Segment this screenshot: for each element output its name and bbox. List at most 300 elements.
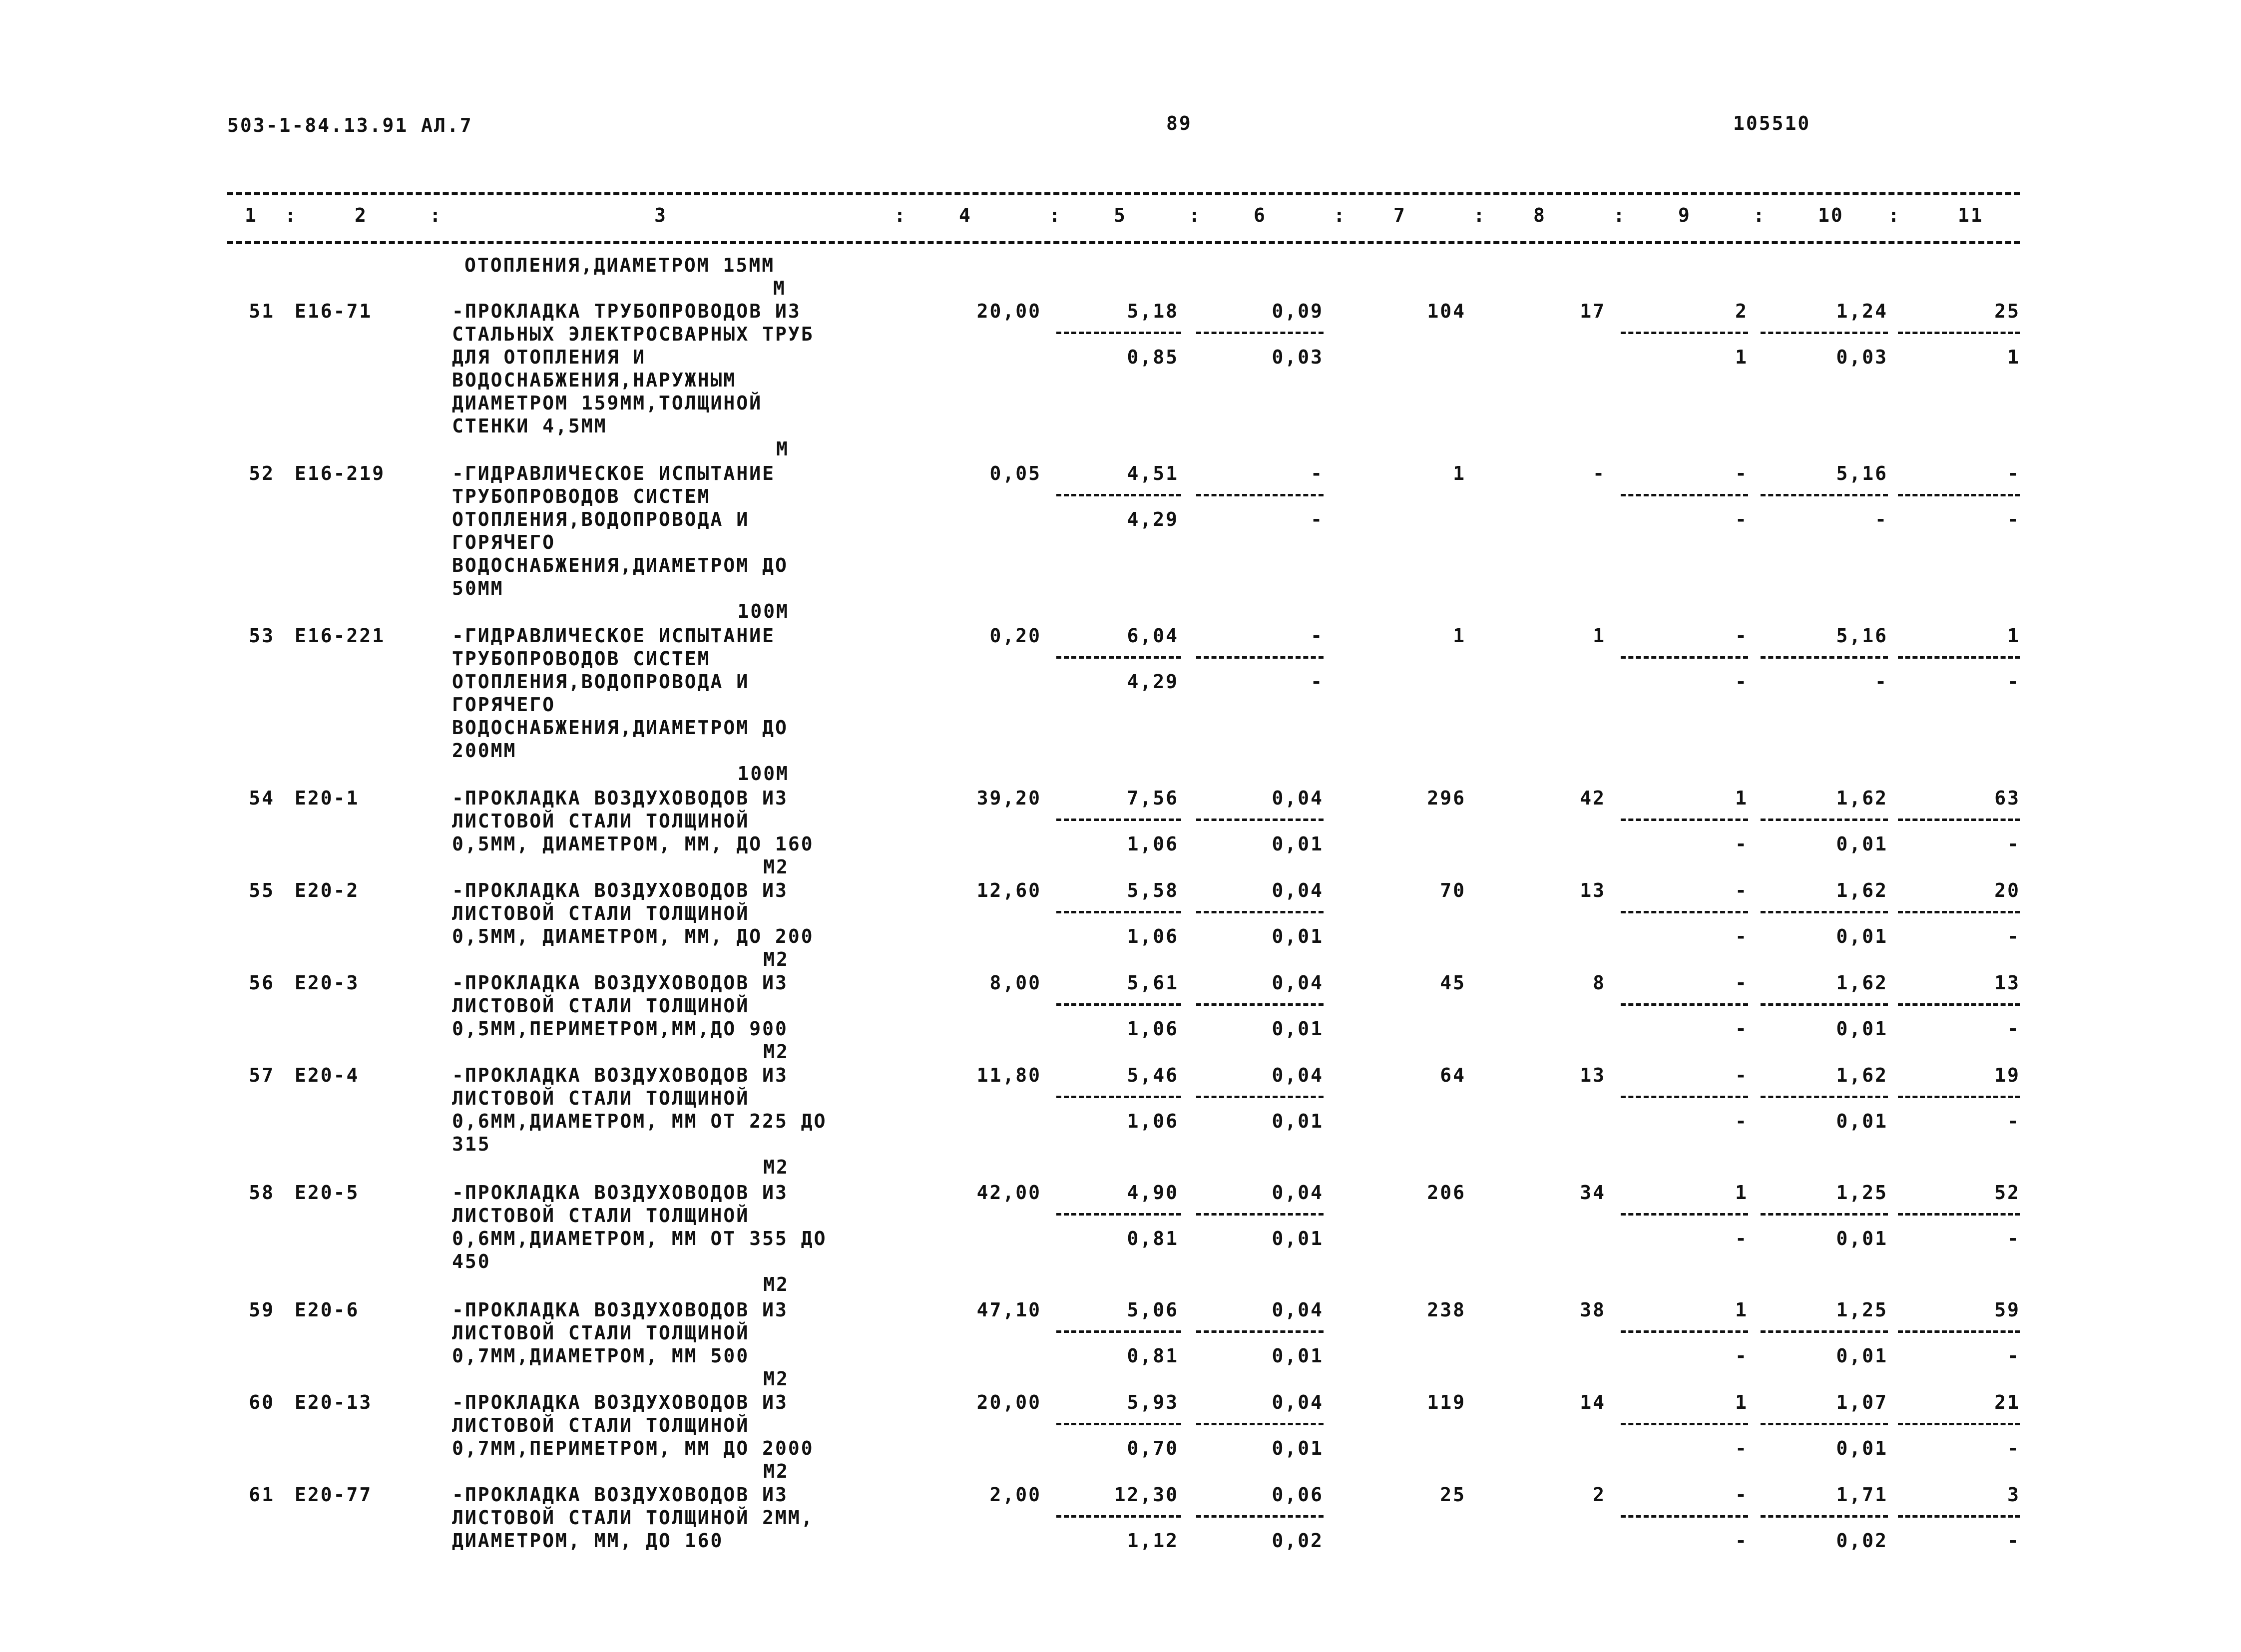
row-code: Е20-5 [295,1182,360,1204]
row-description: ВОДОСНАБЖЕНИЯ,НАРУЖНЫМ [452,369,737,391]
row-description: 0,5ММ, ДИАМЕТРОМ, ММ, ДО 160 [452,833,814,855]
cell-col-6-bottom: - [1311,508,1324,530]
cell-col-5-top: 4,51 [1127,462,1179,484]
cell-col-11-bottom: - [2007,833,2020,855]
column-separator: : [1189,204,1202,226]
row-unit: 100М [737,763,789,785]
cell-col-6-top: 0,04 [1272,972,1324,994]
row-description: ТРУБОПРОВОДОВ СИСТЕМ [452,648,711,670]
cell-col-11-top: 20 [1994,879,2020,901]
document-code: 503-1-84.13.91 АЛ.7 [227,114,473,136]
column-separator: : [1888,204,1901,226]
row-number: 51 [249,300,275,322]
cell-col-11-top: - [2007,462,2020,484]
cell-col-9-bottom: - [1735,1437,1748,1459]
row-description: ДИАМЕТРОМ 159ММ,ТОЛЩИНОЙ [452,392,763,414]
fraction-rule [1056,1213,1181,1216]
fraction-rule [1056,911,1181,913]
fraction-rule [1761,1003,1888,1006]
cell-col-5-bottom: 1,06 [1127,1110,1179,1132]
row-description: -ГИДРАВЛИЧЕСКОЕ ИСПЫТАНИЕ [452,462,775,484]
fraction-rule [1056,1330,1181,1333]
fraction-rule [1621,819,1748,821]
cell-col-9-top: - [1735,1064,1748,1086]
fraction-rule [1196,1096,1324,1098]
fraction-rule [1621,1330,1748,1333]
cell-col-10-bottom: - [1875,671,1888,693]
fraction-rule [1898,1423,2020,1425]
row-description: СТАЛЬНЫХ ЭЛЕКТРОСВАРНЫХ ТРУБ [452,323,814,345]
cell-col-11-top: 63 [1994,787,2020,809]
cell-col-11-top: 19 [1994,1064,2020,1086]
row-description: 0,6ММ,ДИАМЕТРОМ, ММ ОТ 355 ДО [452,1228,827,1249]
row-number: 61 [249,1484,275,1506]
cell-col-7: 119 [1427,1391,1466,1413]
row-number: 54 [249,787,275,809]
cell-col-10-bottom: 0,01 [1836,833,1888,855]
row-description: -ПРОКЛАДКА ВОЗДУХОВОДОВ ИЗ [452,972,788,994]
fraction-rule [1196,1423,1324,1425]
column-separator: : [285,204,298,226]
fraction-rule [1621,332,1748,334]
row-description: -ПРОКЛАДКА ВОЗДУХОВОДОВ ИЗ [452,1484,788,1506]
cell-col-11-top: 25 [1994,300,2020,322]
column-header-7: 7 [1393,204,1406,226]
fraction-rule [1898,656,2020,659]
row-code: Е20-2 [295,879,360,901]
cell-col-5-top: 7,56 [1127,787,1179,809]
cell-col-10-top: 1,62 [1836,972,1888,994]
cell-col-11-bottom: - [2007,1530,2020,1552]
row-unit: М [776,438,789,460]
cell-col-4: 2,00 [989,1484,1041,1506]
row-description: ТРУБОПРОВОДОВ СИСТЕМ [452,485,711,507]
row-description: ЛИСТОВОЙ СТАЛИ ТОЛЩИНОЙ [452,1205,750,1227]
row-description: 0,7ММ,ПЕРИМЕТРОМ, ММ ДО 2000 [452,1437,814,1459]
fraction-rule [1761,1423,1888,1425]
cell-col-5-bottom: 1,06 [1127,925,1179,947]
row-description: ЛИСТОВОЙ СТАЛИ ТОЛЩИНОЙ [452,1414,750,1436]
fraction-rule [1196,819,1324,821]
column-separator: : [1753,204,1766,226]
column-header-10: 10 [1818,204,1844,226]
cell-col-6-bottom: 0,01 [1272,1437,1324,1459]
row-unit: М2 [763,1156,789,1178]
continuation-text: ОТОПЛЕНИЯ,ДИАМЕТРОМ 15ММ [464,254,775,276]
cell-col-6-top: 0,04 [1272,1391,1324,1413]
row-description: ДИАМЕТРОМ, ММ, ДО 160 [452,1530,724,1552]
cell-col-8: 13 [1580,1064,1606,1086]
cell-col-8: 8 [1593,972,1606,994]
cell-col-6-bottom: 0,01 [1272,1345,1324,1367]
cell-col-9-bottom: - [1735,1018,1748,1040]
row-number: 59 [249,1299,275,1321]
cell-col-5-top: 5,46 [1127,1064,1179,1086]
column-separator: : [1334,204,1346,226]
cell-col-6-bottom: 0,01 [1272,833,1324,855]
cell-col-7: 45 [1440,972,1466,994]
cell-col-5-bottom: 0,81 [1127,1345,1179,1367]
column-separator: : [1613,204,1626,226]
cell-col-10-bottom: 0,01 [1836,1228,1888,1249]
fraction-rule [1898,1003,2020,1006]
cell-col-8: 42 [1580,787,1606,809]
cell-col-10-bottom: 0,01 [1836,925,1888,947]
column-header-3: 3 [654,204,667,226]
cell-col-6-bottom: 0,02 [1272,1530,1324,1552]
cell-col-7: 206 [1427,1182,1466,1204]
fraction-rule [1056,1096,1181,1098]
fraction-rule [1621,1213,1748,1216]
row-number: 53 [249,625,275,647]
cell-col-5-bottom: 0,81 [1127,1228,1179,1249]
cell-col-9-bottom: - [1735,508,1748,530]
cell-col-8: - [1593,462,1606,484]
row-description: 200ММ [452,740,517,762]
row-description: ГОРЯЧЕГО [452,531,556,553]
cell-col-5-bottom: 4,29 [1127,671,1179,693]
cell-col-5-bottom: 1,12 [1127,1530,1179,1552]
cell-col-4: 0,05 [989,462,1041,484]
row-number: 52 [249,462,275,484]
cell-col-10-bottom: 0,01 [1836,1437,1888,1459]
cell-col-7: 70 [1440,879,1466,901]
cell-col-9-bottom: - [1735,1345,1748,1367]
cell-col-8: 13 [1580,879,1606,901]
row-number: 56 [249,972,275,994]
cell-col-9-top: - [1735,972,1748,994]
cell-col-6-bottom: 0,03 [1272,346,1324,368]
cell-col-7: 64 [1440,1064,1466,1086]
cell-col-4: 20,00 [976,1391,1041,1413]
cell-col-5-top: 5,18 [1127,300,1179,322]
fraction-rule [1621,1515,1748,1518]
column-separator: : [1473,204,1486,226]
cell-col-9-top: - [1735,1484,1748,1506]
row-description: -ПРОКЛАДКА ВОЗДУХОВОДОВ ИЗ [452,787,788,809]
cell-col-9-bottom: - [1735,925,1748,947]
cell-col-11-bottom: - [2007,508,2020,530]
row-description: ЛИСТОВОЙ СТАЛИ ТОЛЩИНОЙ [452,1322,750,1344]
row-code: Е20-77 [295,1484,373,1506]
cell-col-7: 104 [1427,300,1466,322]
fraction-rule [1056,1003,1181,1006]
column-header-11: 11 [1958,204,1984,226]
row-description: ЛИСТОВОЙ СТАЛИ ТОЛЩИНОЙ [452,1087,750,1109]
fraction-rule [1761,1330,1888,1333]
fraction-rule [1761,911,1888,913]
cell-col-11-bottom: - [2007,1228,2020,1249]
cell-col-5-top: 5,93 [1127,1391,1179,1413]
column-header-5: 5 [1114,204,1127,226]
cell-col-9-top: 1 [1735,1299,1748,1321]
row-description: 50ММ [452,577,504,599]
fraction-rule [1056,1423,1181,1425]
cell-col-11-bottom: - [2007,1110,2020,1132]
cell-col-11-top: 1 [2007,625,2020,647]
row-number: 55 [249,879,275,901]
cell-col-11-top: 52 [1994,1182,2020,1204]
column-separator: : [430,204,443,226]
row-number: 60 [249,1391,275,1413]
cell-col-6-bottom: 0,01 [1272,1018,1324,1040]
cell-col-5-bottom: 0,85 [1127,346,1179,368]
cell-col-6-top: 0,09 [1272,300,1324,322]
cell-col-7: 1 [1453,625,1466,647]
cell-col-9-top: - [1735,879,1748,901]
column-separator: : [1049,204,1062,226]
fraction-rule [1056,332,1181,334]
fraction-rule [1196,1515,1324,1518]
cell-col-5-top: 5,06 [1127,1299,1179,1321]
cell-col-8: 2 [1593,1484,1606,1506]
cell-col-9-bottom: - [1735,671,1748,693]
cell-col-6-bottom: 0,01 [1272,925,1324,947]
row-number: 58 [249,1182,275,1204]
row-unit: М2 [763,1460,789,1482]
row-description: -ПРОКЛАДКА ТРУБОПРОВОДОВ ИЗ [452,300,801,322]
cell-col-10-bottom: 0,01 [1836,1110,1888,1132]
column-header-8: 8 [1533,204,1546,226]
column-header-9: 9 [1678,204,1691,226]
cell-col-8: 17 [1580,300,1606,322]
cell-col-7: 296 [1427,787,1466,809]
cell-col-10-top: 1,71 [1836,1484,1888,1506]
row-description: ЛИСТОВОЙ СТАЛИ ТОЛЩИНОЙ [452,902,750,924]
document-number: 105510 [1733,112,1811,134]
cell-col-11-top: 13 [1994,972,2020,994]
cell-col-10-top: 5,16 [1836,462,1888,484]
cell-col-11-top: 21 [1994,1391,2020,1413]
cell-col-6-top: - [1311,462,1324,484]
cell-col-6-top: 0,04 [1272,879,1324,901]
cell-col-6-top: - [1311,625,1324,647]
fraction-rule [1621,1423,1748,1425]
cell-col-6-top: 0,04 [1272,787,1324,809]
fraction-rule [1898,819,2020,821]
cell-col-9-bottom: - [1735,1228,1748,1249]
cell-col-11-bottom: - [2007,925,2020,947]
row-code: Е16-71 [295,300,373,322]
fraction-rule [1898,1096,2020,1098]
row-description: ОТОПЛЕНИЯ,ВОДОПРОВОДА И [452,671,750,693]
cell-col-8: 38 [1580,1299,1606,1321]
cell-col-9-top: - [1735,625,1748,647]
page-number: 89 [1166,112,1192,134]
cell-col-7: 1 [1453,462,1466,484]
fraction-rule [1196,494,1324,496]
cell-col-5-top: 6,04 [1127,625,1179,647]
cell-col-4: 12,60 [976,879,1041,901]
table-top-rule [227,192,2020,195]
row-description: -ГИДРАВЛИЧЕСКОЕ ИСПЫТАНИЕ [452,625,775,647]
row-code: Е20-13 [295,1391,373,1413]
row-code: Е16-221 [295,625,386,647]
row-number: 57 [249,1064,275,1086]
fraction-rule [1898,1213,2020,1216]
cell-col-10-top: 1,25 [1836,1299,1888,1321]
fraction-rule [1196,911,1324,913]
cell-col-8: 14 [1580,1391,1606,1413]
column-header-6: 6 [1254,204,1267,226]
column-header-4: 4 [959,204,972,226]
cell-col-11-bottom: - [2007,1345,2020,1367]
row-description: ЛИСТОВОЙ СТАЛИ ТОЛЩИНОЙ 2ММ, [452,1507,814,1529]
cell-col-4: 0,20 [989,625,1041,647]
row-code: Е20-1 [295,787,360,809]
fraction-rule [1056,1515,1181,1518]
cell-col-6-top: 0,04 [1272,1182,1324,1204]
cell-col-10-bottom: 0,01 [1836,1018,1888,1040]
row-description: ВОДОСНАБЖЕНИЯ,ДИАМЕТРОМ ДО [452,717,788,739]
row-unit: М2 [763,948,789,970]
cell-col-11-top: 59 [1994,1299,2020,1321]
row-description: 0,5ММ,ПЕРИМЕТРОМ,ММ,ДО 900 [452,1018,788,1040]
fraction-rule [1761,1515,1888,1518]
fraction-rule [1898,1515,2020,1518]
row-description: 450 [452,1250,491,1272]
row-code: Е20-6 [295,1299,360,1321]
cell-col-10-bottom: - [1875,508,1888,530]
row-description: 315 [452,1133,491,1155]
fraction-rule [1898,911,2020,913]
cell-col-11-bottom: - [2007,671,2020,693]
fraction-rule [1196,1003,1324,1006]
cell-col-6-bottom: 0,01 [1272,1110,1324,1132]
cell-col-5-bottom: 4,29 [1127,508,1179,530]
fraction-rule [1621,911,1748,913]
row-description: ОТОПЛЕНИЯ,ВОДОПРОВОДА И [452,508,750,530]
row-unit: М2 [763,1368,789,1390]
cell-col-10-top: 1,62 [1836,787,1888,809]
cell-col-4: 11,80 [976,1064,1041,1086]
column-header-2: 2 [355,204,368,226]
cell-col-8: 1 [1593,625,1606,647]
row-description: 0,7ММ,ДИАМЕТРОМ, ММ 500 [452,1345,750,1367]
cell-col-10-top: 1,24 [1836,300,1888,322]
cell-col-10-bottom: 0,03 [1836,346,1888,368]
cell-col-9-bottom: - [1735,833,1748,855]
cell-col-5-bottom: 1,06 [1127,1018,1179,1040]
fraction-rule [1761,1096,1888,1098]
row-description: -ПРОКЛАДКА ВОЗДУХОВОДОВ ИЗ [452,1391,788,1413]
fraction-rule [1761,819,1888,821]
cell-col-4: 47,10 [976,1299,1041,1321]
fraction-rule [1621,656,1748,659]
cell-col-10-top: 1,07 [1836,1391,1888,1413]
row-unit: М2 [763,856,789,878]
row-description: 0,6ММ,ДИАМЕТРОМ, ММ ОТ 225 ДО [452,1110,827,1132]
fraction-rule [1761,332,1888,334]
column-header-1: 1 [245,204,258,226]
fraction-rule [1056,494,1181,496]
row-unit: 100М [737,600,789,622]
cell-col-5-top: 5,58 [1127,879,1179,901]
cell-col-6-top: 0,06 [1272,1484,1324,1506]
cell-col-10-top: 1,62 [1836,879,1888,901]
cell-col-5-bottom: 1,06 [1127,833,1179,855]
row-description: ВОДОСНАБЖЕНИЯ,ДИАМЕТРОМ ДО [452,554,788,576]
table-header-rule [227,241,2020,244]
fraction-rule [1898,332,2020,334]
fraction-rule [1056,656,1181,659]
fraction-rule [1196,1213,1324,1216]
fraction-rule [1761,656,1888,659]
cell-col-10-top: 1,25 [1836,1182,1888,1204]
cell-col-10-top: 5,16 [1836,625,1888,647]
row-unit: М2 [763,1041,789,1063]
continuation-unit: М [773,277,786,299]
cell-col-10-bottom: 0,02 [1836,1530,1888,1552]
cell-col-11-bottom: 1 [2007,346,2020,368]
fraction-rule [1898,1330,2020,1333]
row-code: Е20-4 [295,1064,360,1086]
fraction-rule [1621,1003,1748,1006]
cell-col-9-bottom: - [1735,1110,1748,1132]
fraction-rule [1056,819,1181,821]
cell-col-9-top: 1 [1735,1391,1748,1413]
cell-col-4: 42,00 [976,1182,1041,1204]
cell-col-9-top: - [1735,462,1748,484]
fraction-rule [1196,332,1324,334]
row-description: ЛИСТОВОЙ СТАЛИ ТОЛЩИНОЙ [452,810,750,832]
fraction-rule [1621,1096,1748,1098]
cell-col-6-bottom: - [1311,671,1324,693]
cell-col-9-top: 2 [1735,300,1748,322]
row-description: -ПРОКЛАДКА ВОЗДУХОВОДОВ ИЗ [452,879,788,901]
cell-col-7: 238 [1427,1299,1466,1321]
cell-col-4: 20,00 [976,300,1041,322]
fraction-rule [1621,494,1748,496]
cell-col-6-top: 0,04 [1272,1299,1324,1321]
fraction-rule [1761,494,1888,496]
cell-col-6-bottom: 0,01 [1272,1228,1324,1249]
row-code: Е20-3 [295,972,360,994]
row-description: -ПРОКЛАДКА ВОЗДУХОВОДОВ ИЗ [452,1182,788,1204]
cell-col-5-top: 12,30 [1114,1484,1179,1506]
row-description: -ПРОКЛАДКА ВОЗДУХОВОДОВ ИЗ [452,1299,788,1321]
cell-col-9-top: 1 [1735,787,1748,809]
fraction-rule [1898,494,2020,496]
row-description: ЛИСТОВОЙ СТАЛИ ТОЛЩИНОЙ [452,995,750,1017]
row-description: ДЛЯ ОТОПЛЕНИЯ И [452,346,646,368]
cell-col-9-bottom: 1 [1735,346,1748,368]
row-description: ГОРЯЧЕГО [452,694,556,716]
column-separator: : [894,204,907,226]
cell-col-8: 34 [1580,1182,1606,1204]
cell-col-4: 8,00 [989,972,1041,994]
cell-col-11-bottom: - [2007,1018,2020,1040]
row-unit: М2 [763,1273,789,1295]
cell-col-9-top: 1 [1735,1182,1748,1204]
row-description: 0,5ММ, ДИАМЕТРОМ, ММ, ДО 200 [452,925,814,947]
cell-col-10-top: 1,62 [1836,1064,1888,1086]
fraction-rule [1196,656,1324,659]
fraction-rule [1196,1330,1324,1333]
cell-col-5-top: 5,61 [1127,972,1179,994]
row-code: Е16-219 [295,462,386,484]
cell-col-10-bottom: 0,01 [1836,1345,1888,1367]
cell-col-9-bottom: - [1735,1530,1748,1552]
row-description: -ПРОКЛАДКА ВОЗДУХОВОДОВ ИЗ [452,1064,788,1086]
fraction-rule [1761,1213,1888,1216]
cell-col-6-top: 0,04 [1272,1064,1324,1086]
cell-col-4: 39,20 [976,787,1041,809]
cell-col-11-top: 3 [2007,1484,2020,1506]
cell-col-5-top: 4,90 [1127,1182,1179,1204]
cell-col-5-bottom: 0,70 [1127,1437,1179,1459]
row-description: СТЕНКИ 4,5ММ [452,415,607,437]
